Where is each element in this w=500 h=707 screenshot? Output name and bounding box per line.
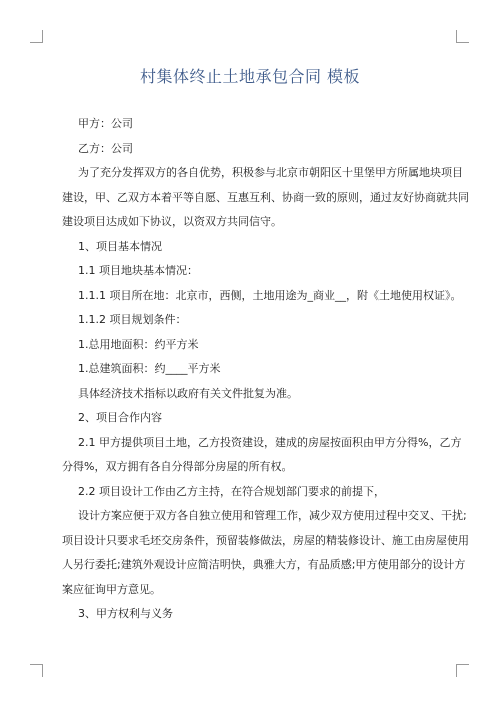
clause-2-2-line-2: 设计方案应便于双方各自独立使用和管理工作，减少双方使用过程中交叉、干扰; (78, 509, 467, 522)
preamble-line-1: 为了充分发挥双方的各自优势，积极参与北京市朝阳区十里堡甲方所属地块项目 (78, 166, 463, 179)
crop-mark-bottom-right (456, 664, 469, 677)
party-a-line: 甲方：公司 (78, 117, 133, 130)
clause-1-1-2: 1.1.2 项目规划条件： (78, 313, 187, 326)
land-area-line: 1.总用地面积：约平方米 (78, 337, 199, 351)
clause-2-1-line-1: 2.1 甲方提供项目土地，乙方投资建设，建成的房屋按面积由甲方分得%，乙方 (78, 435, 462, 449)
clause-1-1: 1.1 项目地块基本情况： (78, 264, 198, 277)
preamble-line-3: 建设项目达成如下协议，以资双方共同信守。 (62, 215, 282, 228)
section-2-heading: 2、项目合作内容 (78, 411, 162, 424)
clause-1-1-1: 1.1.1 项目所在地：北京市，西侧，土地用途为_商业__，附《土地使用权证》。 (78, 288, 462, 302)
document-title: 村集体终止土地承包合同 模板 (139, 67, 361, 86)
document-body (62, 112, 469, 627)
clause-2-2-line-4: 人另行委托;建筑外观设计应简洁明快，典雅大方，有品质感;甲方使用部分的设计方 (62, 558, 466, 571)
clause-2-2-line-3: 项目设计只要求毛坯交房条件，预留装修做法，房屋的精装修设计、施工由房屋使用 (62, 533, 469, 547)
crop-mark-bottom-left (30, 664, 43, 677)
section-3-heading: 3、甲方权利与义务 (78, 607, 173, 620)
clause-2-2-line-5: 案应征询甲方意见。 (62, 582, 161, 596)
crop-mark-top-left (30, 30, 43, 43)
clause-2-1-line-2: 分得%，双方拥有各自分得部分房屋的所有权。 (62, 460, 293, 473)
party-b-line: 乙方：公司 (78, 141, 133, 155)
section-1-heading: 1、项目基本情况 (78, 239, 162, 253)
clause-2-2-line-1: 2.2 项目设计工作由乙方主持，在符合规划部门要求的前提下， (78, 484, 385, 498)
preamble-line-2: 建设，甲、乙双方本着平等自愿、互惠互利、协商一致的原则，通过友好协商就共同 (62, 190, 469, 204)
indicators-note: 具体经济技术指标以政府有关文件批复为准。 (78, 386, 298, 400)
building-area-line: 1.总建筑面积：约____平方米 (78, 362, 221, 375)
crop-mark-top-right (456, 30, 469, 43)
